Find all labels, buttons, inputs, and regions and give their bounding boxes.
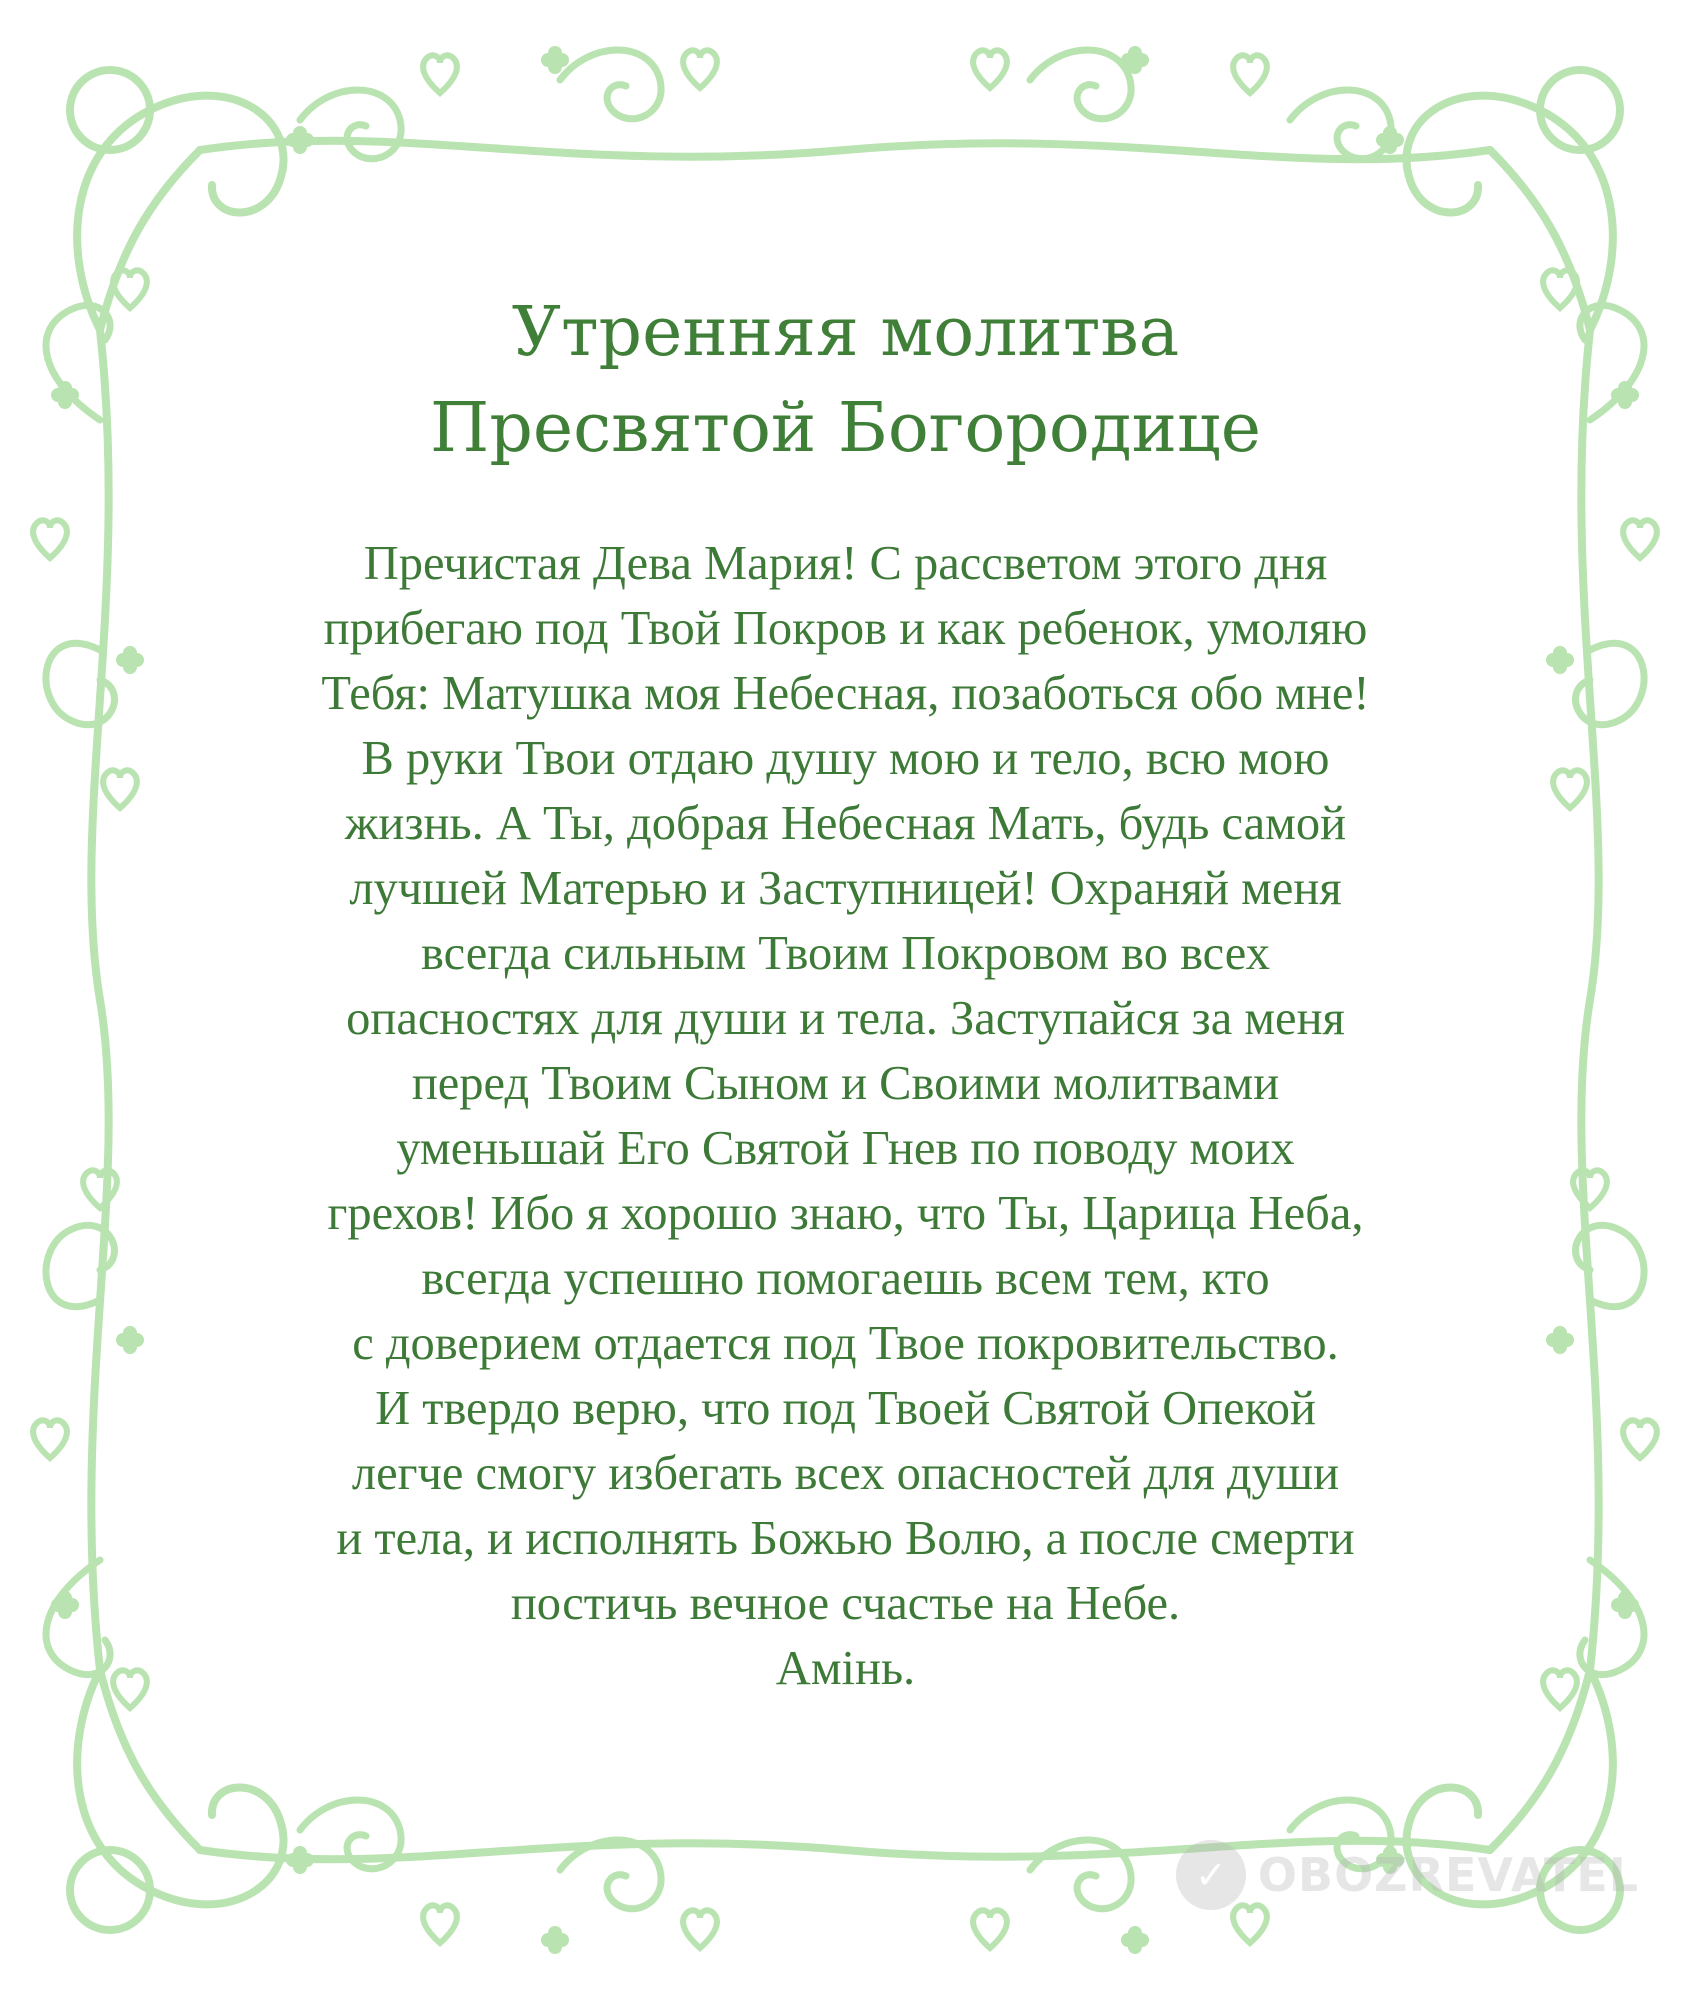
prayer-line: Тебя: Матушка моя Небесная, позаботься обо мне!: [321, 667, 1370, 720]
prayer-line: легче смогу избегать всех опасностей для души: [351, 1447, 1340, 1500]
prayer-line: всегда сильным Твоим Покровом во всех: [421, 927, 1270, 980]
prayer-card: [220, 285, 1471, 1701]
prayer-line: постичь вечное счастье на Небе.: [510, 1577, 1181, 1630]
prayer-line: грехов! Ибо я хорошо знаю, что Ты, Царица Неба,: [327, 1187, 1364, 1240]
prayer-line: и тела, и исполнять Божью Волю, а после смерти: [336, 1512, 1355, 1565]
prayer-line: лучшей Матерью и Заступницей! Охраняй меня: [349, 862, 1342, 915]
prayer-line: прибегаю под Твой Покров и как ребенок, умоляю: [323, 602, 1368, 655]
prayer-line: перед Твоим Сыном и Своими молитвами: [411, 1057, 1280, 1110]
prayer-line: жизнь. А Ты, добрая Небесная Мать, будь самой: [344, 797, 1347, 850]
prayer-line: И твердо верю, что под Твоей Святой Опекой: [375, 1382, 1316, 1435]
prayer-line: с доверием отдается под Твое покровительство.: [352, 1317, 1339, 1370]
prayer-amen: Амінь.: [775, 1642, 916, 1695]
prayer-line: В руки Твои отдаю душу мою и тело, всю мою: [361, 732, 1330, 785]
watermark: [1176, 1840, 1639, 1910]
watermark-text: OBOZREVATEL: [1257, 1848, 1639, 1902]
prayer-line: уменьшай Его Святой Гнев по поводу моих: [396, 1122, 1295, 1175]
prayer-line: всегда успешно помогаешь всем тем, кто: [421, 1252, 1270, 1305]
prayer-title: [220, 285, 1471, 477]
prayer-line: опасностях для души и тела. Заступайся за меня: [346, 992, 1345, 1045]
obozrevatel-logo-icon: ✓: [1176, 1840, 1246, 1910]
prayer-text: [220, 531, 1471, 1701]
prayer-line: Пречистая Дева Мария! С рассветом этого дня: [363, 537, 1328, 590]
title-line-1: Утренняя молитва: [511, 293, 1180, 372]
title-line-2: Пресвятой Богородице: [430, 389, 1261, 468]
